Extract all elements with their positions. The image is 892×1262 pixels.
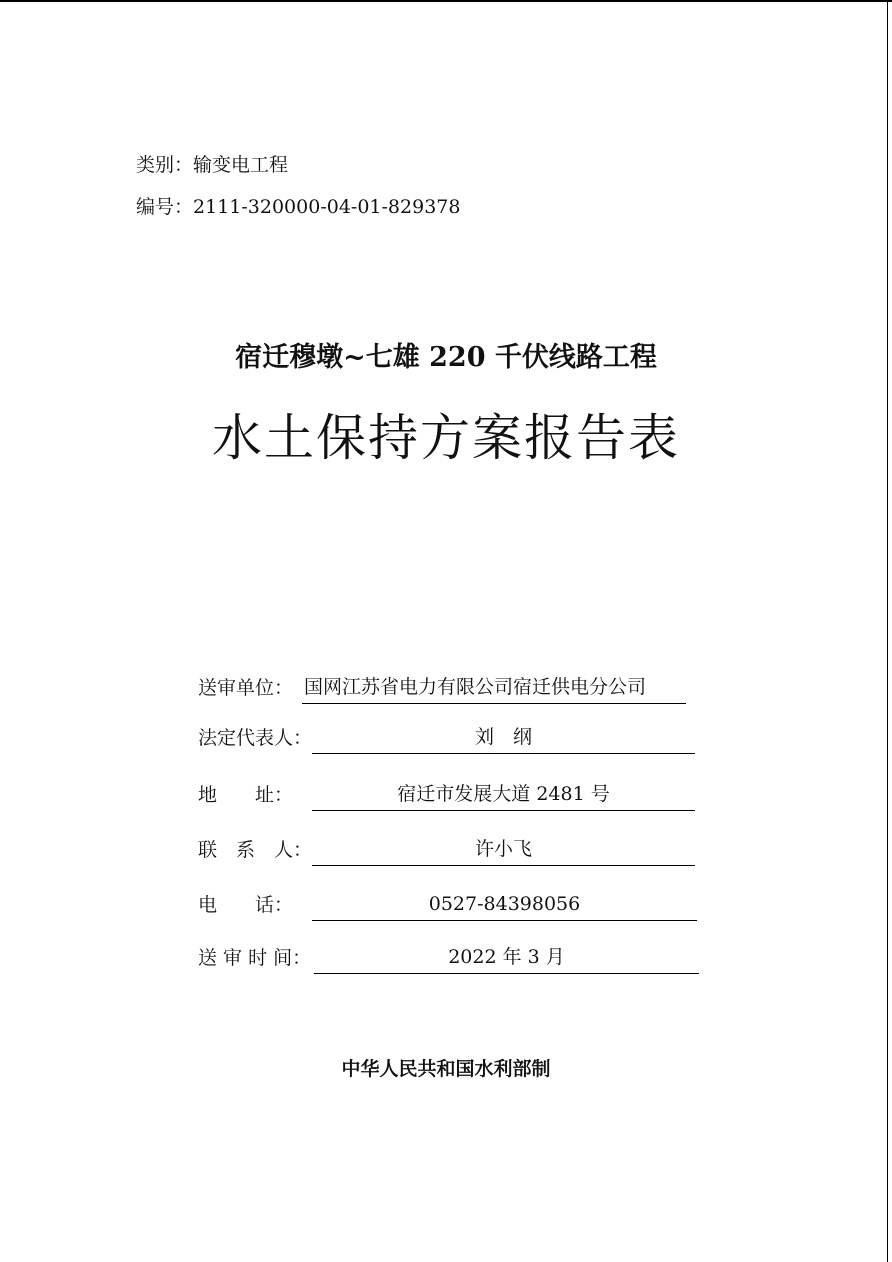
number-label: 编号： [136, 196, 194, 218]
submission-date-field [198, 942, 700, 974]
report-title: 水土保持方案报告表 [212, 409, 680, 467]
submission-date-value: 2022 年 3 月 [314, 942, 699, 974]
legal-representative-field [198, 722, 696, 754]
category-value: 输变电工程 [193, 154, 289, 176]
submitting-unit-value: 国网江苏省电力有限公司宿迁供电分公司 [302, 672, 686, 704]
contact-person-label: 联 系 人： [198, 839, 313, 861]
submitting-unit-label: 送审单位： [198, 677, 294, 699]
phone-value: 0527-84398056 [312, 889, 697, 921]
legal-representative-label: 法定代表人： [198, 727, 313, 749]
category-label: 类别： [136, 154, 194, 176]
submitting-unit-field [198, 672, 688, 704]
address-field [198, 779, 696, 811]
address-label: 地 址： [198, 784, 294, 806]
issuing-authority: 中华人民共和国水利部制 [341, 1058, 551, 1080]
submission-date-label: 送 审 时 间： [198, 947, 312, 969]
address-value: 宿迁市发展大道 2481 号 [312, 779, 695, 811]
contact-person-value: 许小飞 [312, 834, 695, 866]
category-line [136, 150, 288, 177]
page-top-border [0, 0, 892, 2]
number-line [136, 192, 460, 219]
contact-person-field [198, 834, 696, 866]
number-value: 2111-320000-04-01-829378 [193, 196, 461, 218]
legal-representative-value: 刘 纲 [312, 722, 695, 754]
project-title: 宿迁穆墩~七雄 220 千伏线路工程 [235, 342, 657, 373]
phone-label: 电 话： [198, 894, 294, 916]
phone-field [198, 889, 698, 921]
